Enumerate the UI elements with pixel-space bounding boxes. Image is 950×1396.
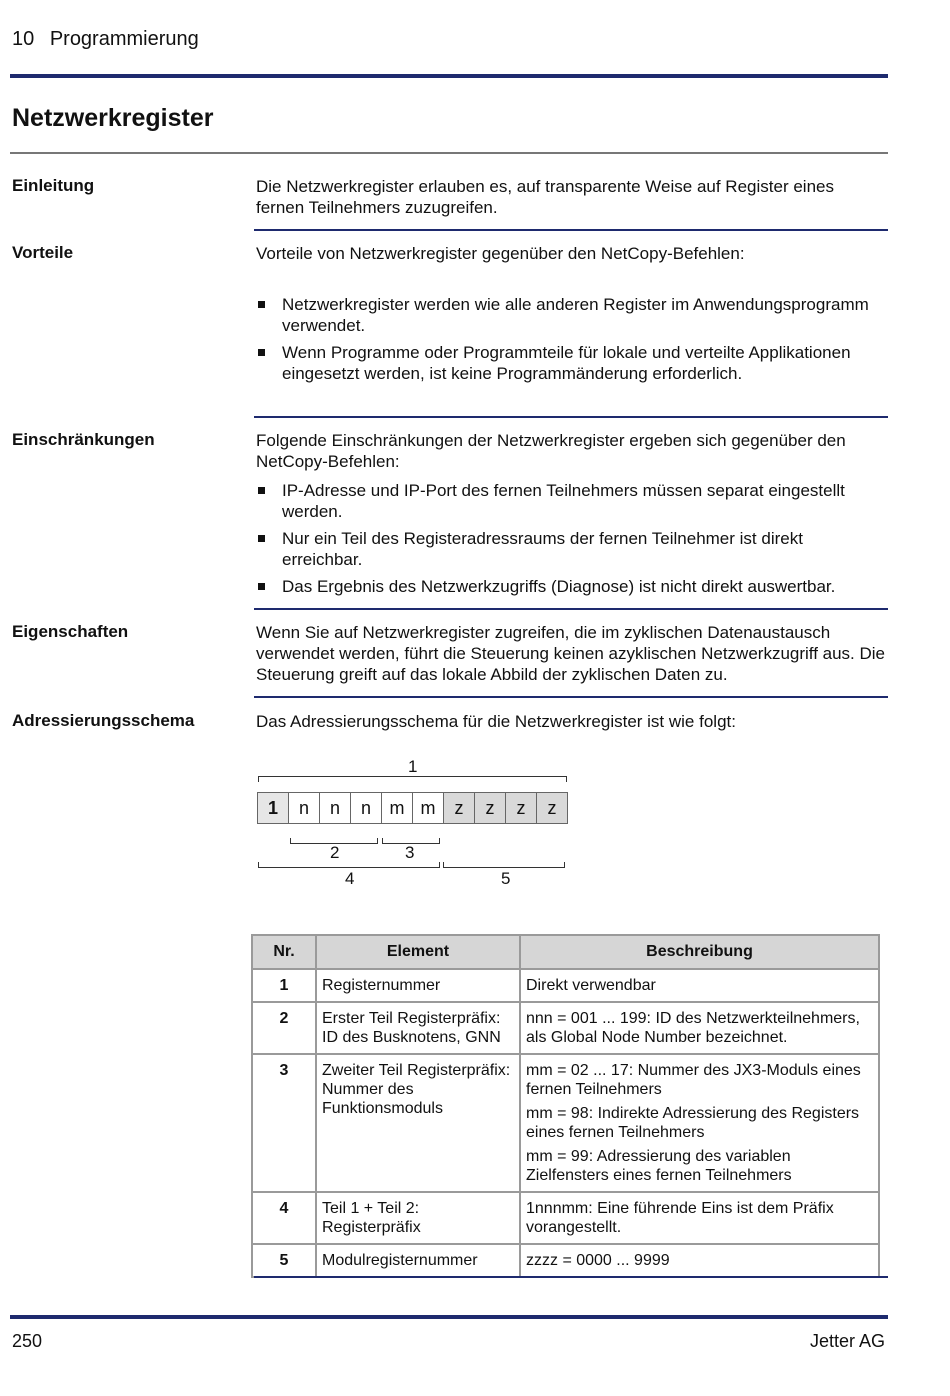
desc-line: mm = 99: Adressierung des variablen Zielfensters eines fernen Teilnehmers xyxy=(526,1148,792,1184)
cell-nr: 1 xyxy=(252,969,316,1002)
cell-modreg-digit: z xyxy=(505,792,537,824)
addressing-diagram xyxy=(250,752,580,902)
bracket-label-5: 5 xyxy=(501,869,511,888)
cell-element: Registernummer xyxy=(316,969,520,1002)
section-label-vorteile: Vorteile xyxy=(12,243,74,262)
cell-element: Modulregisternummer xyxy=(316,1244,520,1277)
cell-module-digit: m xyxy=(412,792,444,824)
footer-rule xyxy=(10,1315,888,1319)
cell-desc xyxy=(520,1192,879,1244)
section-divider xyxy=(254,608,888,610)
section-text-eigenschaften: Wenn Sie auf Netzwerkregister zugreifen, die im zyklischen Datenaustausch verwendet werden, führt die Steuerung keinen azyklischen Netzwerkzugriff aus. Die Steuerung greift auf das lokale Abbild der zyklischen Daten zu. xyxy=(256,623,886,684)
cell-node-digit: n xyxy=(350,792,382,824)
cell-nr: 5 xyxy=(252,1244,316,1277)
table-row xyxy=(252,1002,879,1054)
list-item: Wenn Programme oder Programmteile für lokale und verteilte Applikationen eingesetzt werden, ist keine Programmänderung erforderlich. xyxy=(256,342,886,384)
cell-nr: 3 xyxy=(252,1054,316,1192)
header-rule xyxy=(10,74,888,78)
bracket-label-2: 2 xyxy=(330,843,340,862)
section-divider xyxy=(254,416,888,418)
cell-element: Zweiter Teil Registerpräfix: Nummer des Funktionsmoduls xyxy=(316,1054,520,1192)
page-number: 250 xyxy=(12,1331,43,1351)
bracket-label-3: 3 xyxy=(405,843,415,862)
register-table xyxy=(251,934,880,1278)
section-text-einleitung: Die Netzwerkregister erlauben es, auf transparente Weise auf Register eines fernen Teilnehmers zuzugreifen. xyxy=(256,177,834,217)
cell-element: Teil 1 + Teil 2: Registerpräfix xyxy=(316,1192,520,1244)
bracket-label-1: 1 xyxy=(408,757,418,776)
bracket-4 xyxy=(258,862,440,868)
section-text-vorteile: Vorteile von Netzwerkregister gegenüber den NetCopy-Befehlen: xyxy=(256,244,745,263)
section-label-adressierung: Adressierungsschema xyxy=(12,711,195,730)
einschraenkungen-list xyxy=(256,480,886,603)
desc-line: mm = 02 ... 17: Nummer des JX3-Moduls eines fernen Teilnehmers xyxy=(526,1062,861,1098)
cell-nr: 2 xyxy=(252,1002,316,1054)
desc-line: 1nnnmm: Eine führende Eins ist dem Präfix vorangestellt. xyxy=(526,1200,834,1236)
desc-line: mm = 98: Indirekte Adressierung des Registers eines fernen Teilnehmers xyxy=(526,1105,860,1141)
chapter-header xyxy=(12,28,209,51)
cell-element: Erster Teil Registerpräfix: ID des Busknotens, GNN xyxy=(316,1002,520,1054)
list-item: Das Ergebnis des Netzwerkzugriffs (Diagnose) ist nicht direkt auswertbar. xyxy=(256,576,886,597)
list-item: Netzwerkregister werden wie alle anderen Register im Anwendungsprogramm verwendet. xyxy=(256,294,886,336)
cell-node-digit: n xyxy=(288,792,320,824)
cell-modreg-digit: z xyxy=(443,792,475,824)
section-divider xyxy=(254,229,888,231)
section-text-adressierung: Das Adressierungsschema für die Netzwerkregister ist wie folgt: xyxy=(256,712,736,731)
cell-desc xyxy=(520,1244,879,1277)
cell-desc xyxy=(520,1054,879,1192)
section-divider xyxy=(254,1276,888,1278)
list-item: IP-Adresse und IP-Port des fernen Teilnehmers müssen separat eingestellt werden. xyxy=(256,480,886,522)
bracket-label-4: 4 xyxy=(345,869,355,888)
page-title: Netzwerkregister xyxy=(12,104,214,132)
col-header-nr: Nr. xyxy=(252,935,316,969)
desc-line: nnn = 001 ... 199: ID des Netzwerkteilnehmers, als Global Node Number bezeichnet. xyxy=(526,1010,860,1046)
bracket-top xyxy=(258,776,567,782)
title-rule xyxy=(10,152,888,154)
table-row xyxy=(252,1054,879,1192)
vorteile-list xyxy=(256,294,886,390)
section-label-einleitung: Einleitung xyxy=(12,176,95,195)
cell-node-digit: n xyxy=(319,792,351,824)
chapter-number: 10 xyxy=(12,28,35,50)
cell-desc xyxy=(520,969,879,1002)
desc-line: Direkt verwendbar xyxy=(526,977,656,994)
cell-modreg-digit: z xyxy=(536,792,568,824)
chapter-title: Programmierung xyxy=(49,28,199,50)
section-label-eigenschaften: Eigenschaften xyxy=(12,622,129,641)
cell-desc xyxy=(520,1002,879,1054)
table-row xyxy=(252,969,879,1002)
bracket-5 xyxy=(443,862,565,868)
cell-modreg-digit: z xyxy=(474,792,506,824)
list-item: Nur ein Teil des Registeradressraums der fernen Teilnehmer ist direkt erreichbar. xyxy=(256,528,886,570)
section-divider xyxy=(254,696,888,698)
cell-nr: 4 xyxy=(252,1192,316,1244)
col-header-element: Element xyxy=(316,935,520,969)
company-name: Jetter AG xyxy=(809,1331,885,1351)
cell-module-digit: m xyxy=(381,792,413,824)
cell-register-digit: 1 xyxy=(257,792,289,824)
section-text-einschraenkungen: Folgende Einschränkungen der Netzwerkregister ergeben sich gegenüber den NetCopy-Befehlen: xyxy=(256,431,846,471)
table-row xyxy=(252,1244,879,1277)
section-label-einschraenkungen: Einschränkungen xyxy=(12,430,155,449)
desc-line: zzzz = 0000 ... 9999 xyxy=(526,1252,670,1269)
register-cells xyxy=(258,792,568,824)
col-header-beschreibung: Beschreibung xyxy=(520,935,879,969)
table-header-row xyxy=(252,935,879,969)
table-row xyxy=(252,1192,879,1244)
